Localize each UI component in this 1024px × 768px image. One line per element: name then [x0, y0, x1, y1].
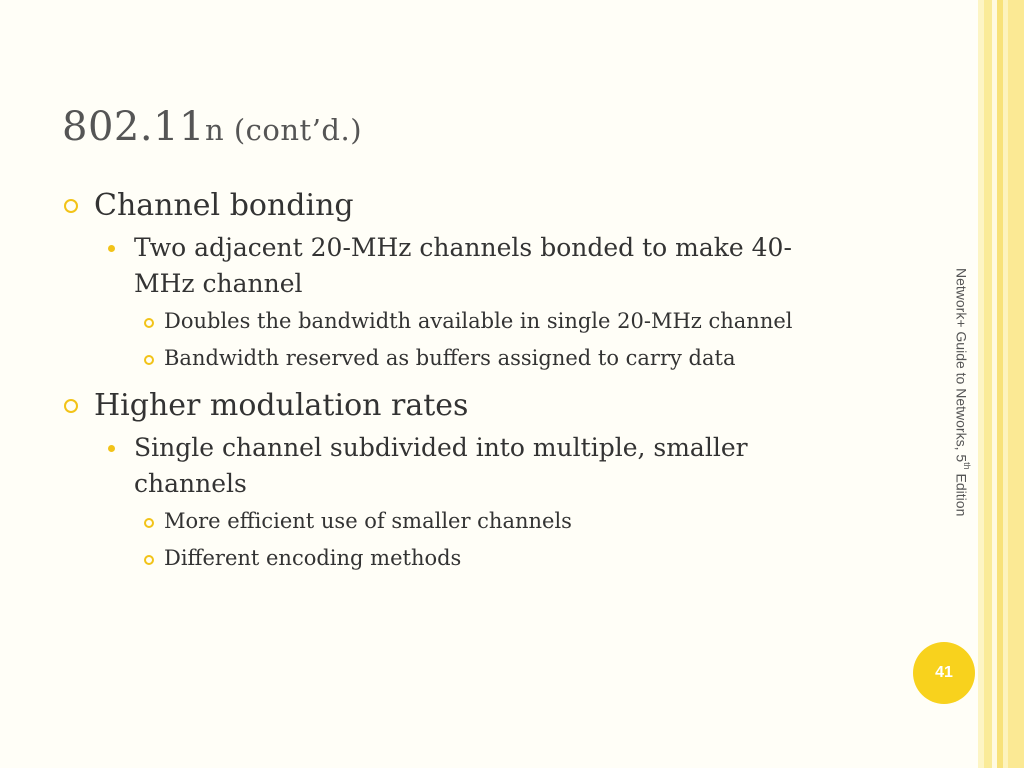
footer-book-title — [948, 268, 972, 578]
dot-bullet-icon — [108, 245, 115, 252]
footer-book: Network+ Guide to Networks, 5 — [953, 268, 970, 463]
ring-bullet-icon — [64, 399, 78, 413]
ring-bullet-icon — [144, 318, 154, 328]
bullet-level3 — [62, 506, 882, 536]
ring-bullet-icon — [144, 555, 154, 565]
dot-bullet-icon — [108, 445, 115, 452]
bullet-level2 — [62, 230, 882, 302]
slide-title — [62, 104, 362, 150]
bullet-text: Different encoding methods — [164, 546, 462, 570]
footer-edition: Edition — [953, 469, 970, 517]
bullet-level1 — [62, 186, 882, 226]
bullet-text: More efficient use of smaller channels — [164, 509, 572, 533]
bullet-level2 — [62, 430, 882, 502]
bullet-text-line2: channels — [134, 469, 247, 498]
bullet-text: Bandwidth reserved as buffers assigned to carry data — [164, 346, 736, 370]
footer-sup: th — [962, 462, 972, 470]
bullet-level1 — [62, 386, 882, 426]
bullet-level3 — [62, 343, 882, 373]
bullet-level3 — [62, 543, 882, 573]
title-main: 802.11 — [62, 104, 205, 150]
ring-bullet-icon — [144, 518, 154, 528]
bullet-level3 — [62, 306, 882, 336]
bullet-text: Higher modulation rates — [94, 388, 469, 423]
ring-bullet-icon — [64, 199, 78, 213]
bullet-text-line1: Single channel subdivided into multiple, smaller — [134, 433, 748, 462]
bullet-text-line1: Two adjacent 20-MHz channels bonded to make 40- — [134, 233, 792, 262]
decorative-stripe — [1008, 0, 1024, 768]
decorative-stripe — [984, 0, 992, 768]
bullet-list — [62, 186, 882, 580]
bullet-text-line2: MHz channel — [134, 269, 303, 298]
title-small-caps: n (cont’d.) — [204, 113, 363, 147]
bullet-text: Channel bonding — [94, 188, 354, 223]
page-number-badge — [913, 642, 975, 704]
page-number: 41 — [935, 664, 953, 681]
bullet-text: Doubles the bandwidth available in single 20-MHz channel — [164, 309, 793, 333]
ring-bullet-icon — [144, 355, 154, 365]
